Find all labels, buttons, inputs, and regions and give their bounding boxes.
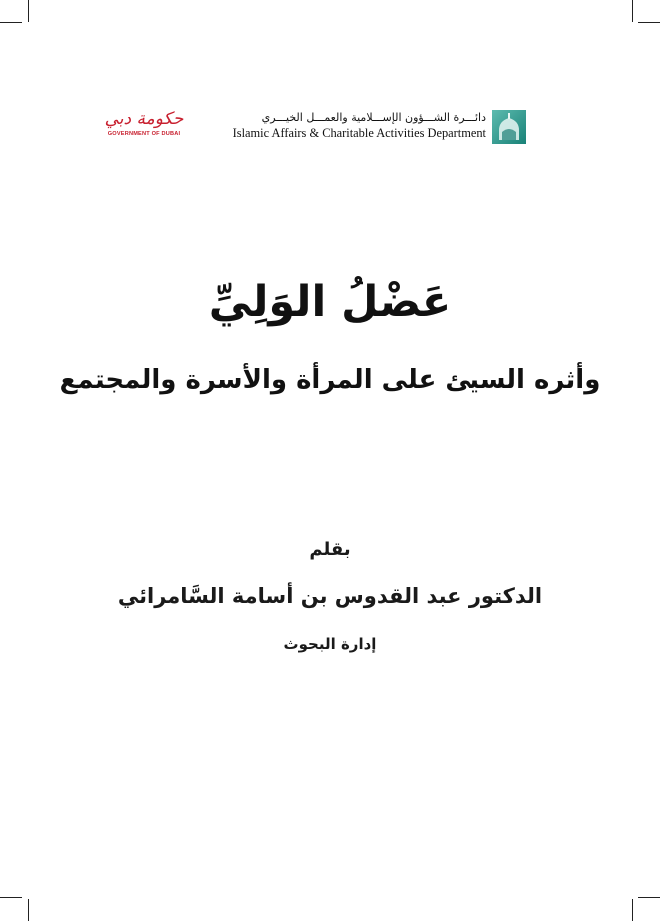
crop-mark-bottom-left-v [28, 899, 29, 921]
mosque-dome-icon [492, 110, 526, 144]
department-header [222, 110, 486, 150]
department-name-arabic: دائـــرة الشـــؤون الإســـلامية والعمـــل الخيـــري [261, 111, 486, 124]
crop-mark-bottom-right-h [638, 897, 660, 898]
government-logo-english: GOVERNMENT OF DUBAI [107, 131, 181, 137]
research-unit: إدارة البحوث [283, 635, 377, 653]
crop-mark-top-left-h [0, 22, 22, 23]
crop-mark-bottom-right-v [632, 899, 633, 921]
by-label: بقلم [309, 539, 351, 560]
crop-mark-bottom-left-h [0, 897, 22, 898]
book-title: عَضْلُ الوَلِيِّ [208, 277, 452, 327]
department-name-english: Islamic Affairs & Charitable Activities Department [232, 126, 486, 140]
government-logo-arabic: حكومة دبي [104, 109, 184, 129]
crop-mark-top-right-h [638, 22, 660, 23]
government-of-dubai-logo [102, 108, 186, 148]
author-name: الدكتور عبد القدوس بن أسامة السَّامرائي [117, 584, 543, 608]
crop-mark-top-left-v [28, 0, 29, 22]
book-subtitle: وأثره السيئ على المرأة والأسرة والمجتمع [59, 365, 601, 395]
crop-mark-top-right-v [632, 0, 633, 22]
